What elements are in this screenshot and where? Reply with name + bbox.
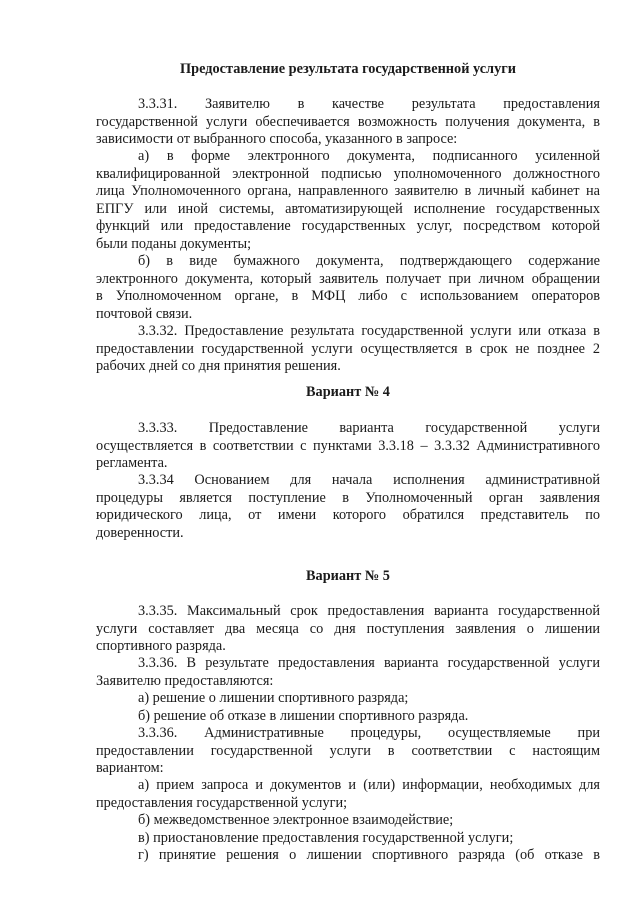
text-line: рабочих дней со дня принятия решения. <box>96 358 341 374</box>
paragraph-3-3-33 <box>96 420 600 473</box>
text-line: квалифицированной электронной подписью уполномоченного должностного <box>96 165 600 182</box>
variant-4-heading: Вариант № 4 <box>306 384 390 400</box>
paragraph-item-b <box>96 253 600 323</box>
text-line: 3.3.34 Основанием для начала исполнения административной <box>138 472 600 488</box>
text-line: а) решение о лишении спортивного разряда; <box>138 690 409 706</box>
text-line: юридического лица, от имени которого обратился представитель по <box>96 507 600 523</box>
text-line: б) в виде бумажного документа, подтверждающего содержание <box>138 253 600 269</box>
text-line: а) прием запроса и документов и (или) информации, необходимых для <box>138 777 600 793</box>
text-line: регламента. <box>96 455 168 471</box>
text-line: в) приостановление предоставления государственной услуги; <box>138 829 514 846</box>
text-line: 3.3.31. Заявителю в качестве результата предоставления <box>138 96 600 112</box>
paragraph-item-a <box>96 148 600 253</box>
text-line: б) решение об отказе в лишении спортивного разряда. <box>138 707 469 724</box>
text-line: 3.3.35. Максимальный срок предоставления варианта государственной <box>138 603 600 619</box>
text-line: предоставлении государственной услуги осуществляется в срок не позднее 2 <box>96 340 600 357</box>
text-line: были поданы документы; <box>96 235 252 252</box>
text-line: зависимости от выбранного способа, указанного в запросе: <box>96 131 458 147</box>
paragraph-3-3-36-procedures <box>96 725 600 778</box>
text-line: спортивного разряда. <box>96 638 226 654</box>
variant-5-heading: Вариант № 5 <box>306 568 390 584</box>
text-line: осуществляется в соответствии с пунктами 3.3.18 – 3.3.32 Административного <box>96 437 600 454</box>
text-line: 3.3.36. Административные процедуры, осуществляемые при <box>138 725 600 741</box>
paragraph-3-3-35 <box>96 603 600 656</box>
text-line: предоставления государственной услуги; <box>96 794 348 811</box>
text-line: Заявителю предоставляются: <box>96 672 274 689</box>
section-title: Предоставление результата государственной услуги <box>180 61 516 77</box>
text-line: 3.3.33. Предоставление варианта государственной услуги <box>138 420 600 436</box>
paragraph-3-3-31 <box>96 96 600 149</box>
text-line: лица Уполномоченного органа, направленного заявителю в личный кабинет на <box>96 183 600 199</box>
text-line: процедуры является поступление в Уполномоченный орган заявления <box>96 489 600 506</box>
text-line: услуги составляет два месяца со дня поступления заявления о лишении <box>96 620 600 637</box>
procedure-list <box>96 777 600 865</box>
text-line: государственной услуги обеспечивается возможность получения документа, в <box>96 113 600 130</box>
text-line: электронного документа, который заявитель получает при личном обращении <box>96 270 600 287</box>
text-line: вариантом: <box>96 760 164 776</box>
text-line: 3.3.36. В результате предоставления варианта государственной услуги <box>138 655 600 671</box>
paragraph-3-3-34 <box>96 472 600 542</box>
text-line: функций или предоставление государственных услуг, посредством которой <box>96 218 600 234</box>
text-line: г) принятие решения о лишении спортивного разряда (об отказе в <box>138 847 600 863</box>
text-line: ЕПГУ или иной системы, автоматизирующей исполнение государственных <box>96 200 600 217</box>
text-line: в Уполномоченном органе, в МФЦ либо с использованием операторов <box>96 288 600 304</box>
paragraph-3-3-36-results <box>96 655 600 725</box>
text-line: 3.3.32. Предоставление результата государственной услуги или отказа в <box>138 323 600 339</box>
text-line: доверенности. <box>96 524 184 541</box>
text-line: а) в форме электронного документа, подписанного усиленной <box>138 148 600 164</box>
paragraph-3-3-32 <box>96 323 600 376</box>
text-line: почтовой связи. <box>96 305 193 322</box>
text-line: б) межведомственное электронное взаимодействие; <box>138 812 454 828</box>
text-line: предоставлении государственной услуги в соответствии с настоящим <box>96 742 600 759</box>
